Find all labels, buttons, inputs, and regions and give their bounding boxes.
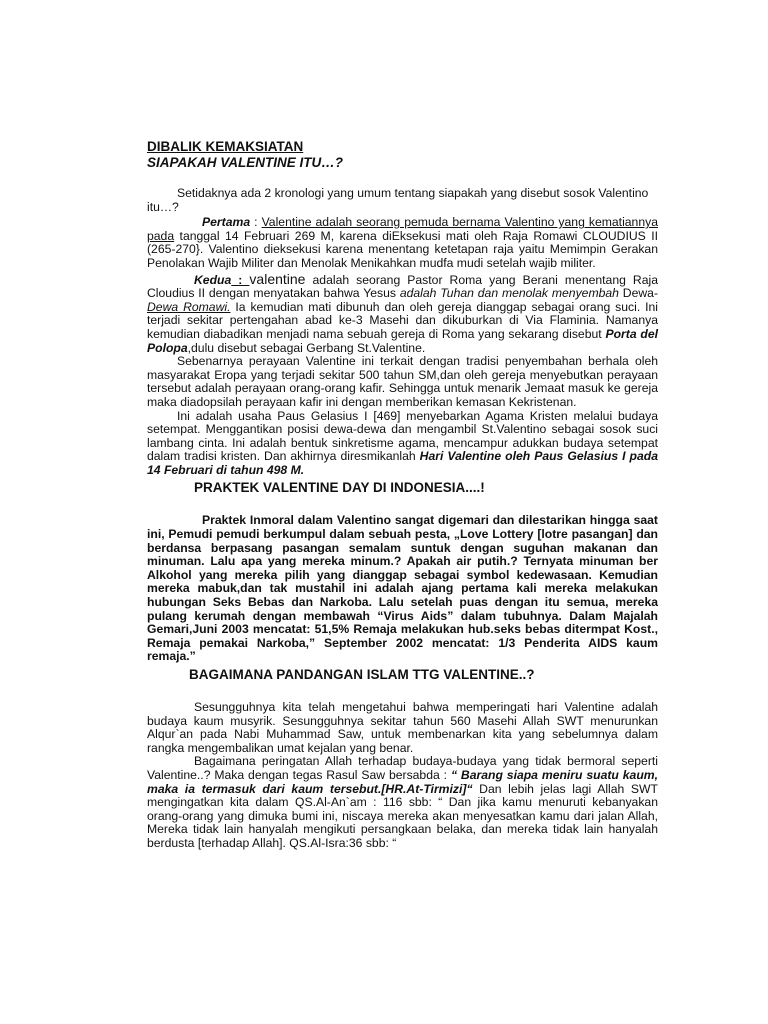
spacer [147, 683, 658, 701]
kedua-text-6: Porta del Polopa [147, 326, 658, 355]
pertama-label: Pertama [202, 215, 251, 230]
kedua-text-2: adalah Tuhan dan menolak menyembah [399, 286, 619, 301]
usaha-text: Ini adalah usaha Paus Gelasius I [469] menyebarkan Agama Kristen melalui budaya setempat. Menggantikan posisi dewa-dewa dan mengambil St.Valentino sebagai sosok suci lambang cinta. Ini adalah bentuk sinkretisme agama, mencampur adukkan budaya setempat dalam tradisi kristen. Dan akhirnya diresmikanlah [147, 408, 658, 464]
pertama-rest: tanggal 14 Februari 269 M, karena diEksekusi mati oleh Raja Romawi CLOUDIUS II (265-270}. Valentino dieksekusi karena menentang ketetapan raja yaitu Memimpin Gerakan Penolakan Wajib Militer dan Menolak Menikahkan mudfa mudi setelah wajib militer. [147, 228, 658, 270]
bagaimana-text-1: Bagaimana peringatan Allah terhadap budaya-budaya yang tidak bermoral seperti Valentine..? Maka dengan tegas Rasul Saw bersabda : [147, 754, 658, 782]
document-subtitle: SIAPAKAH VALENTINE ITU…? [147, 155, 344, 170]
pertama-colon: : [250, 215, 262, 230]
document-title: DIBALIK KEMAKSIATAN [147, 139, 304, 154]
kedua-label: Kedua [194, 272, 232, 287]
kedua-text-7: ,dulu disebut sebagai Gerbang St.Valentine. [187, 340, 426, 355]
paragraph-sebenarnya: Sebenarnya perayaan Valentine ini terkait dengan tradisi penyembahan berhala oleh masyarakat Eropa yang terjadi sekitar 500 tahun SM,dan oleh gereja menyebutkan perayaan tersebut adalah perayaan orang-orang kafir. Sehingga untuk menarik Jemaat masuk ke gereja maka diadopsilah perayaan kafir ini dengan memberikan kemasan Kekristenan. [147, 354, 658, 409]
kedua-colon: : [231, 272, 250, 287]
paragraph-kedua [147, 270, 659, 356]
kedua-text-3: Dewa- [618, 286, 659, 301]
paragraph-praktek: Praktek Inmoral dalam Valentino sangat digemari dan dilestarikan hingga saat ini, Pemudi pemudi berkumpul dalam sebuah pesta, „Love Lottery [lotre pasangan] dan berdansa berpasang pasangan semalam suntuk dengan suguhan makanan dan minuman. Lalu apa yang mereka minum.? Apakah air putih.? Ternyata minuman ber Alkohol yang mereka pilih yang dianggap sebagai symbol kedewasaan. Kemudian mereka mabuk,dan tak mustahil ini adalah ajang pertama kali mereka melakukan hubungan Seks Bebas dan Narkoba. Lalu setelah puas dengan itu semua, mereka pulang kerumah dengan membawah “Virus Aids” dalam tubuhnya. Dalam Majalah Gemari,Juni 2003 mencatat: 51,5% Remaja melakukan hub.seks bebas ditermpat Kost., Remaja pemakai Narkoba,” September 2002 mencatat: 1/3 Penderita AIDS kaum remaja.” [147, 513, 658, 664]
spacer [147, 171, 658, 187]
paragraph-bagaimana [147, 755, 658, 850]
pertama-lead: Valentine adalah seorang pemuda bernama Valentino yang kematiannya pada [147, 215, 658, 243]
document-body [147, 139, 658, 851]
kedua-text-5: Ia kemudian mati dibunuh dan oleh gereja dianggap sebagai orang suci. Ini terjadi sekitar pertengahan abad ke-3 Masehi dan dikuburkan di Via Flaminia. Namanya kemudian diabadikan menjadi nama sebuah gereja di Roma yang sekarang disebut [147, 299, 659, 341]
usaha-emphasis: Hari Valentine oleh Paus Gelasius I pada 14 Februari di tahun 498 M. [147, 449, 658, 477]
hadith-quote: “ Barang siapa meniru suatu kaum, maka ia termasuk dari kaum tersebut.[HR.At-Tirmizi]“ [147, 767, 658, 796]
kedua-text-4: Dewa Romawi. [147, 299, 231, 314]
bagaimana-text-2: Dan lebih jelas lagi Allah SWT mengingatkan kita dalam QS.Al-An`am : 116 sbb: “ Dan jika kamu menuruti kebanyakan orang-orang yang dimuka bumi ini, niscaya mereka akan menyesatkan kamu dari jalan Allah, Mereka tidak lain hanyalah mengikuti persangkaan belaka, dan mereka tidak lain hanyalah berdusta [terhadap Allah]. QS.Al-Isra:36 sbb: “ [147, 781, 659, 850]
paragraph-usaha [147, 410, 658, 478]
spacer [147, 496, 658, 514]
intro-paragraph: Setidaknya ada 2 kronologi yang umum tentang siapakah yang disebut sosok Valentino itu…? [147, 186, 649, 214]
section-title-praktek: PRAKTEK VALENTINE DAY DI INDONESIA....! [194, 480, 485, 496]
kedua-word: valentine [249, 270, 306, 287]
paragraph-pertama [147, 216, 658, 270]
section-title-islam: BAGAIMANA PANDANGAN ISLAM TTG VALENTINE..? [189, 667, 535, 682]
paragraph-sesungguhnya: Sesungguhnya kita telah mengetahui bahwa memperingati hari Valentine adalah budaya kaum musyrik. Sesungguhnya sekitar tahun 560 Masehi Allah SWT menurunkan Alqur`an pada Nabi Muhammad Saw, untuk membenarkan kita yang sebelumnya dalam rangka mengembalikan umat kejalan yang benar. [147, 700, 658, 755]
kedua-text-1: adalah seorang Pastor Roma yang Berani menentang Raja Cloudius II dengan menyatakan bahwa Yesus [147, 272, 658, 301]
